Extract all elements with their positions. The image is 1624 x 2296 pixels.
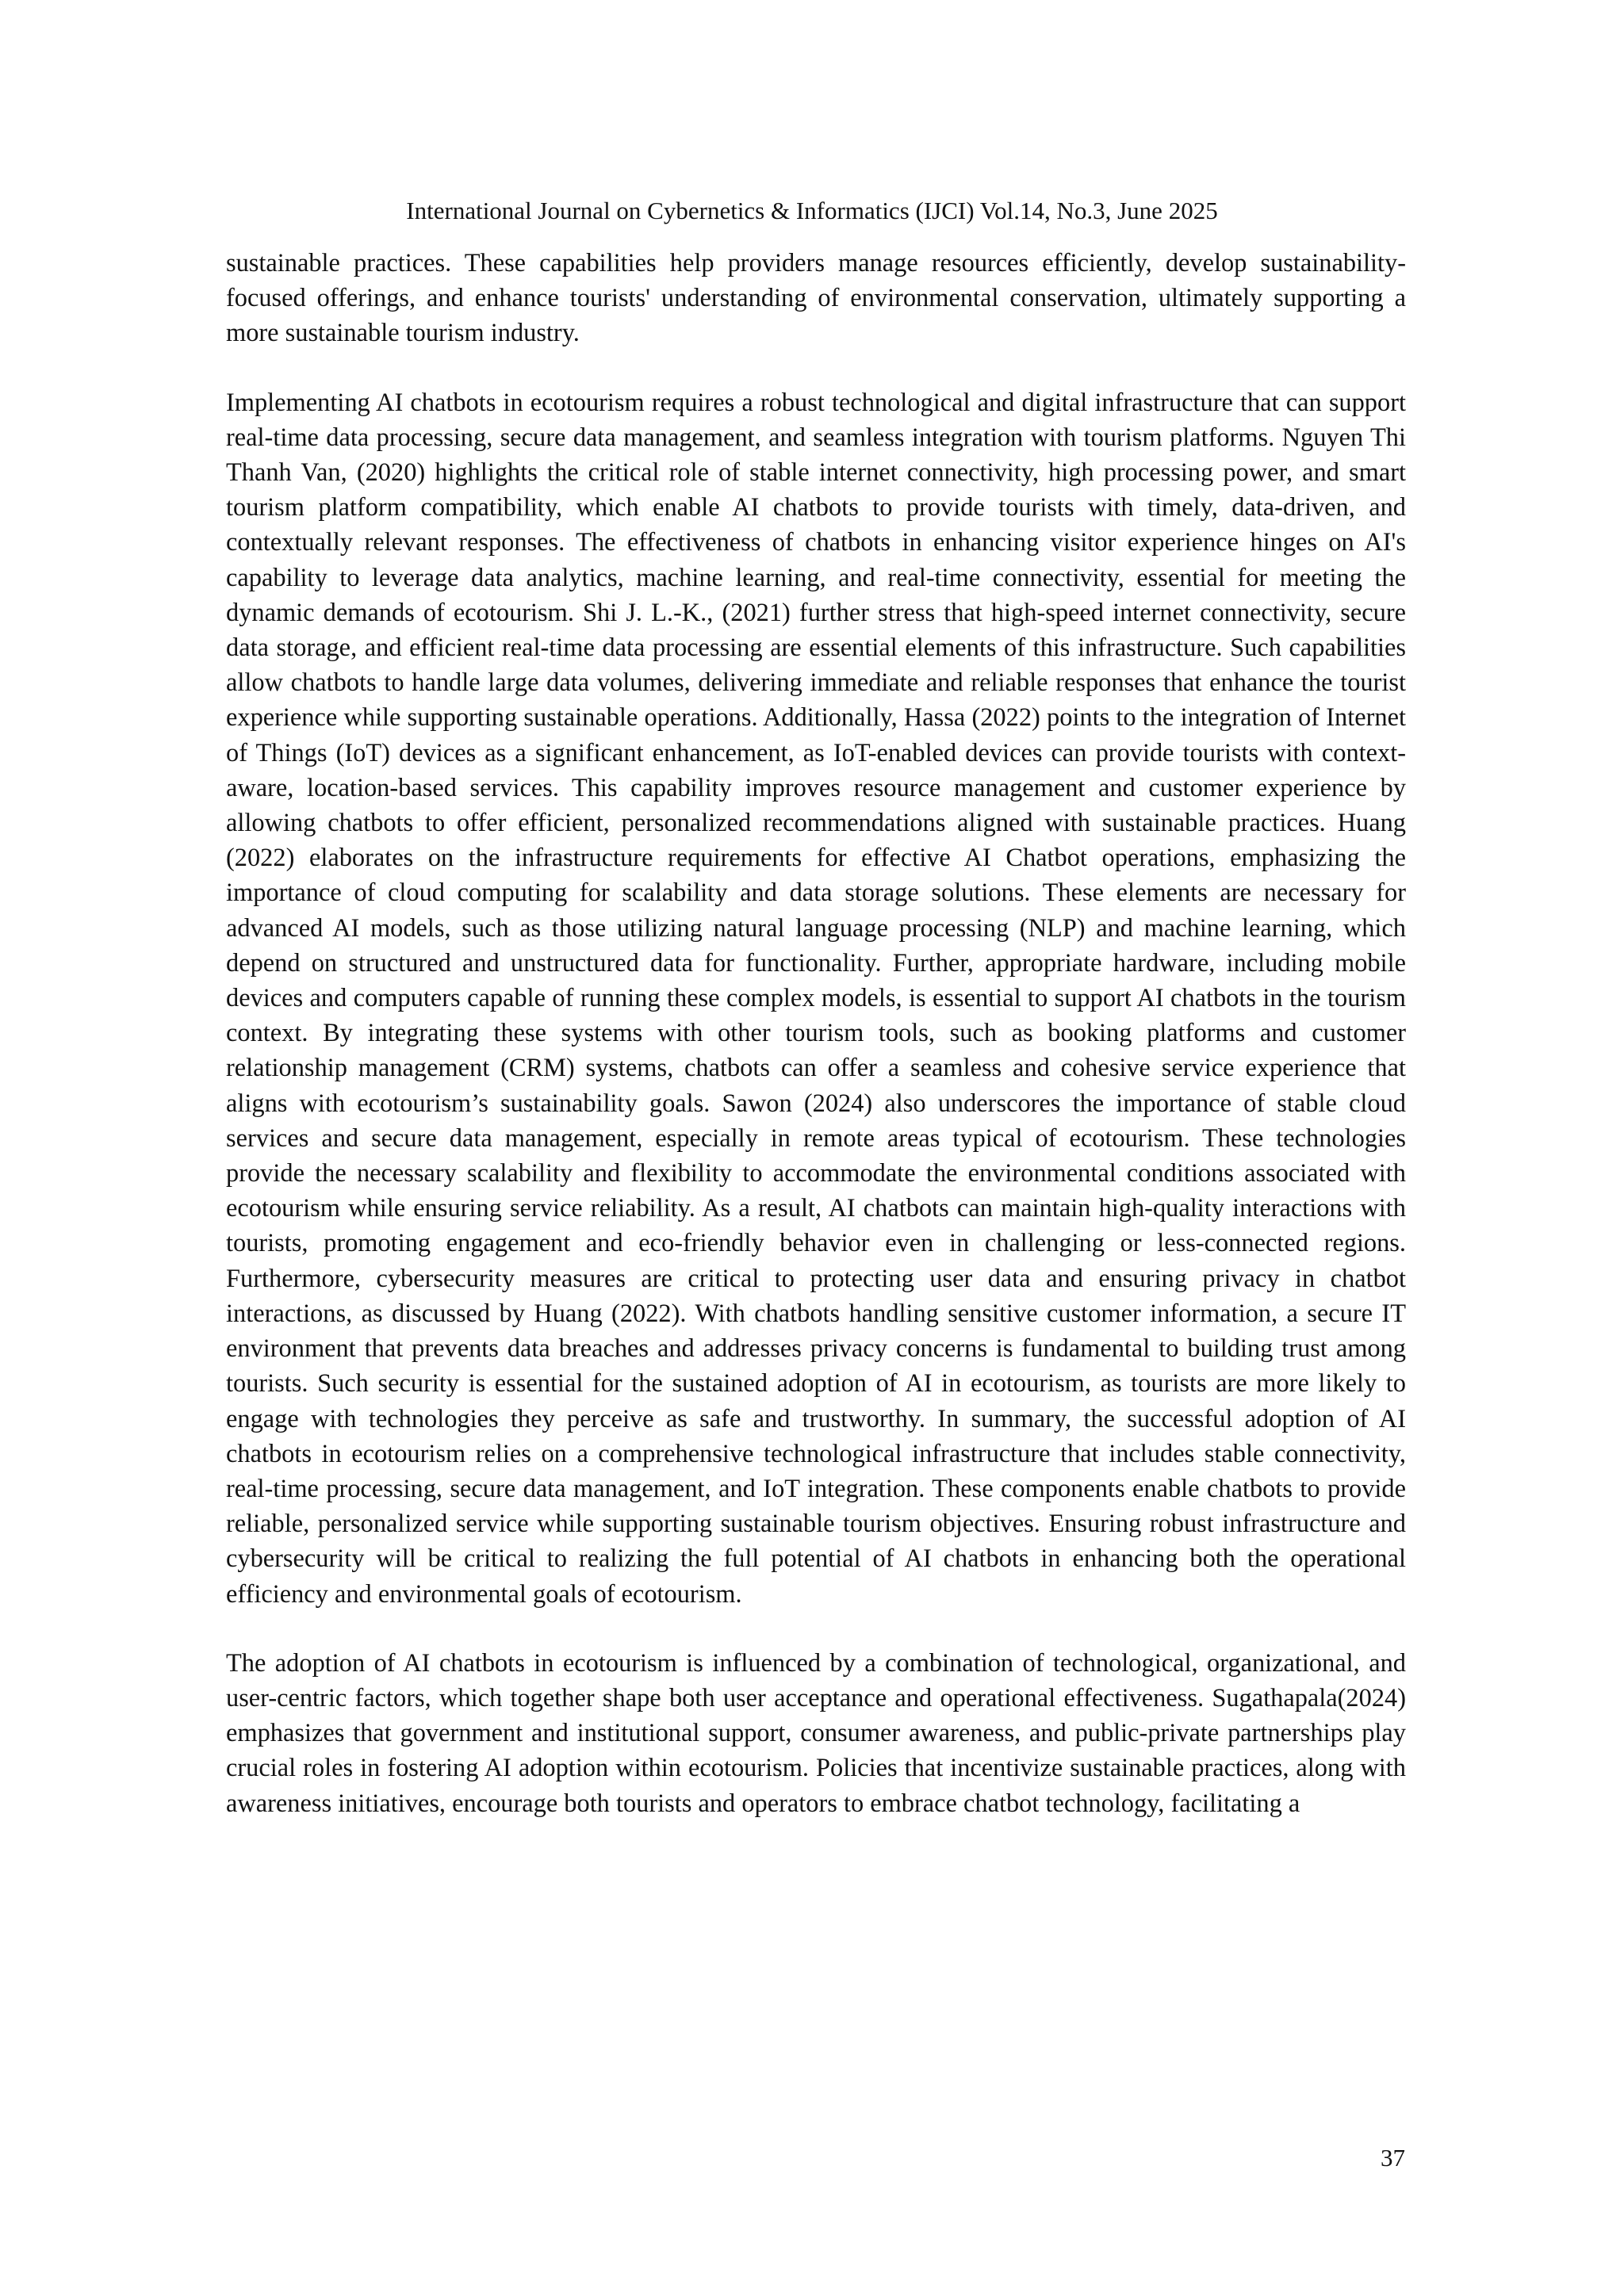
paragraph-adoption-factors: The adoption of AI chatbots in ecotourism is influenced by a combination of technological, organizational, and user-centric factors, which together shape both user acceptance and operational effectiveness. Sugathapala(2024) emphasizes that government and institutional support, consumer awareness, and public-private partnerships play crucial roles in fostering AI adoption within ecotourism. Policies that incentivize sustainable practices, along with awareness initiatives, encourage both tourists and operators to embrace chatbot technology, facilitating a	[226, 1648, 1406, 1818]
page-number: 37	[1381, 2144, 1405, 2172]
body-text	[226, 246, 1406, 1855]
paragraph-infrastructure: Implementing AI chatbots in ecotourism requires a robust technological and digital infrastructure that can support real-time data processing, secure data management, and seamless integration with tourism platforms. Nguyen Thi Thanh Van, (2020) highlights the critical role of stable internet connectivity, high processing power, and smart tourism platform compatibility, which enable AI chatbots to provide tourists with timely, data-driven, and contextually relevant responses. The effectiveness of chatbots in enhancing visitor experience hinges on AI's capability to leverage data analytics, machine learning, and real-time connectivity, essential for meeting the dynamic demands of ecotourism. Shi J. L.-K., (2021) further stress that high-speed internet connectivity, secure data storage, and efficient real-time data processing are essential elements of this infrastructure. Such capabilities allow chatbots to handle large data volumes, delivering immediate and reliable responses that enhance the tourist experience while supporting sustainable operations. Additionally, Hassa (2022) points to the integration of Internet of Things (IoT) devices as a significant enhancement, as IoT-enabled devices can provide tourists with context-aware, location-based services. This capability improves resource management and customer experience by allowing chatbots to offer efficient, personalized recommendations aligned with sustainable practices. Huang (2022) elaborates on the infrastructure requirements for effective AI Chatbot operations, emphasizing the importance of cloud computing for scalability and data storage solutions. These elements are necessary for advanced AI models, such as those utilizing natural language processing (NLP) and machine learning, which depend on structured and unstructured data for functionality. Further, appropriate hardware, including mobile devices and computers capable of running these complex models, is essential to support AI chatbots in the tourism context. By integrating these systems with other tourism tools, such as booking platforms and customer relationship management (CRM) systems, chatbots can offer a seamless and cohesive service experience that aligns with ecotourism’s sustainability goals. Sawon (2024) also underscores the importance of stable cloud services and secure data management, especially in remote areas typical of ecotourism. These technologies provide the necessary scalability and flexibility to accommodate the environmental conditions associated with ecotourism while ensuring service reliability. As a result, AI chatbots can maintain high-quality interactions with tourists, promoting engagement and eco-friendly behavior even in challenging or less-connected regions. Furthermore, cybersecurity measures are critical to protecting user data and ensuring privacy in chatbot interactions, as discussed by Huang (2022). With chatbots handling sensitive customer information, a secure IT environment that prevents data breaches and addresses privacy concerns is fundamental to building trust among tourists. Such security is essential for the sustained adoption of AI in ecotourism, as tourists are more likely to engage with technologies they perceive as safe and trustworthy. In summary, the successful adoption of AI chatbots in ecotourism relies on a comprehensive technological infrastructure that includes stable connectivity, real-time processing, secure data management, and IoT integration. These components enable chatbots to provide reliable, personalized service while supporting sustainable tourism objectives. Ensuring robust infrastructure and cybersecurity will be critical to realizing the full potential of AI chatbots in enhancing both the operational efficiency and environmental goals of ecotourism.	[226, 388, 1406, 1609]
running-header: International Journal on Cybernetics & Informatics (IJCI) Vol.14, No.3, June 2025	[406, 197, 1218, 224]
paragraph-continued: sustainable practices. These capabilities help providers manage resources efficiently, develop sustainability-focused offerings, and enhance tourists' understanding of environmental conservation, ultimately supporting a more sustainable tourism industry.	[226, 249, 1406, 348]
